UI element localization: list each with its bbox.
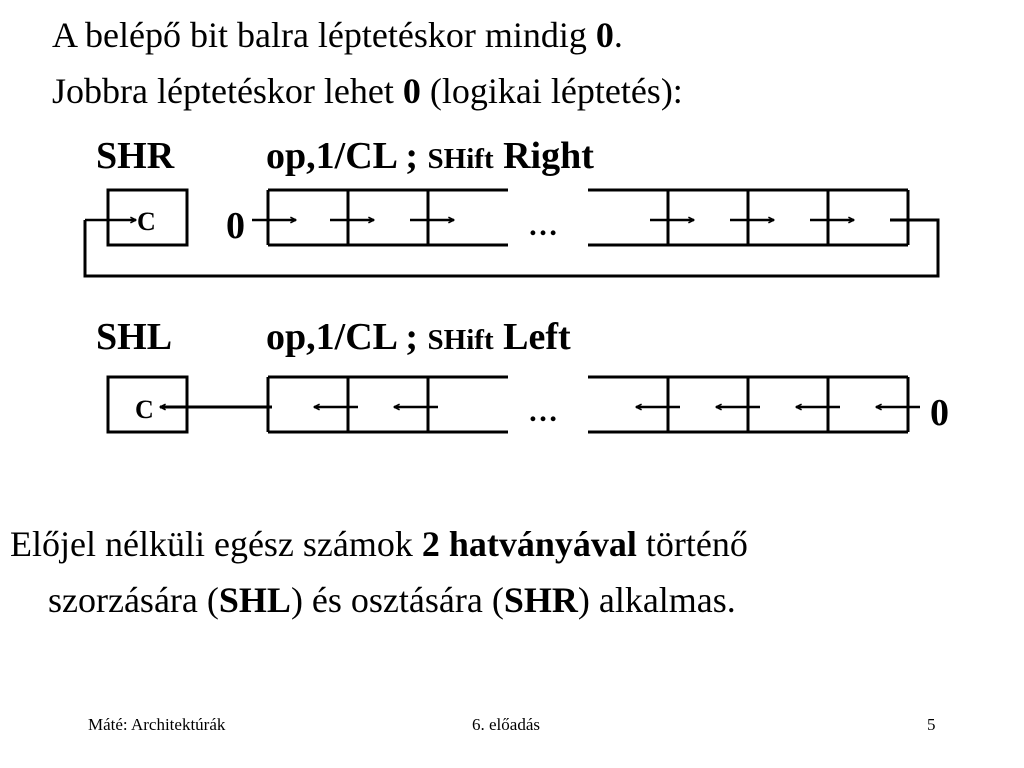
shl-carry-label: C	[135, 395, 154, 424]
summary-line-1-text: Előjel nélküli egész számok	[10, 524, 422, 564]
summary-line-1	[10, 526, 748, 562]
intro-line-2-end: (logikai léptetés):	[420, 71, 683, 111]
intro-line-1-bold: 0	[595, 15, 614, 55]
footer-left: Máté: Architektúrák	[88, 715, 226, 734]
shl-comment-word: Left	[503, 316, 571, 358]
shl-diagram	[108, 377, 920, 432]
shr-register	[268, 190, 908, 245]
shl-comment-small: SHift	[427, 324, 494, 356]
shl-operands: op,1/CL ;	[266, 316, 419, 358]
shl-register	[268, 377, 908, 432]
summary-line-2-text: szorzására (	[48, 580, 219, 620]
shr-input-bit: 0	[226, 205, 245, 247]
shr-operands: op,1/CL ;	[266, 135, 419, 177]
summary-line-1-bold: 2 hatványával	[421, 524, 637, 564]
summary-line-2-bold-shr: SHR	[503, 580, 578, 620]
shr-diagram	[85, 190, 938, 276]
footer-page-number: 5	[927, 715, 936, 734]
shr-mnemonic: SHR	[96, 135, 175, 177]
summary-line-1-end: történő	[636, 524, 748, 564]
shr-comment-word: Right	[503, 135, 594, 177]
summary-line-2-end: ) alkalmas.	[577, 580, 736, 620]
shl-ellipsis: …	[528, 395, 558, 428]
shl-input-bit: 0	[930, 392, 949, 434]
shr-comment-small: SHift	[427, 143, 494, 175]
intro-line-1-end: .	[613, 15, 623, 55]
shl-mnemonic: SHL	[96, 316, 173, 358]
intro-line-1-text: A belépő bit balra léptetéskor mindig	[52, 15, 596, 55]
footer-center: 6. előadás	[472, 715, 540, 734]
shr-carry-return	[85, 220, 938, 276]
summary-line-2-bold-shl: SHL	[218, 580, 291, 620]
summary-line-2-mid: ) és osztására (	[290, 580, 504, 620]
intro-line-2-bold: 0	[402, 71, 421, 111]
shr-ellipsis: …	[528, 209, 558, 242]
shr-carry-label: C	[137, 207, 156, 236]
intro-line-2-text: Jobbra léptetéskor lehet	[52, 71, 403, 111]
summary-line-2	[48, 582, 736, 618]
